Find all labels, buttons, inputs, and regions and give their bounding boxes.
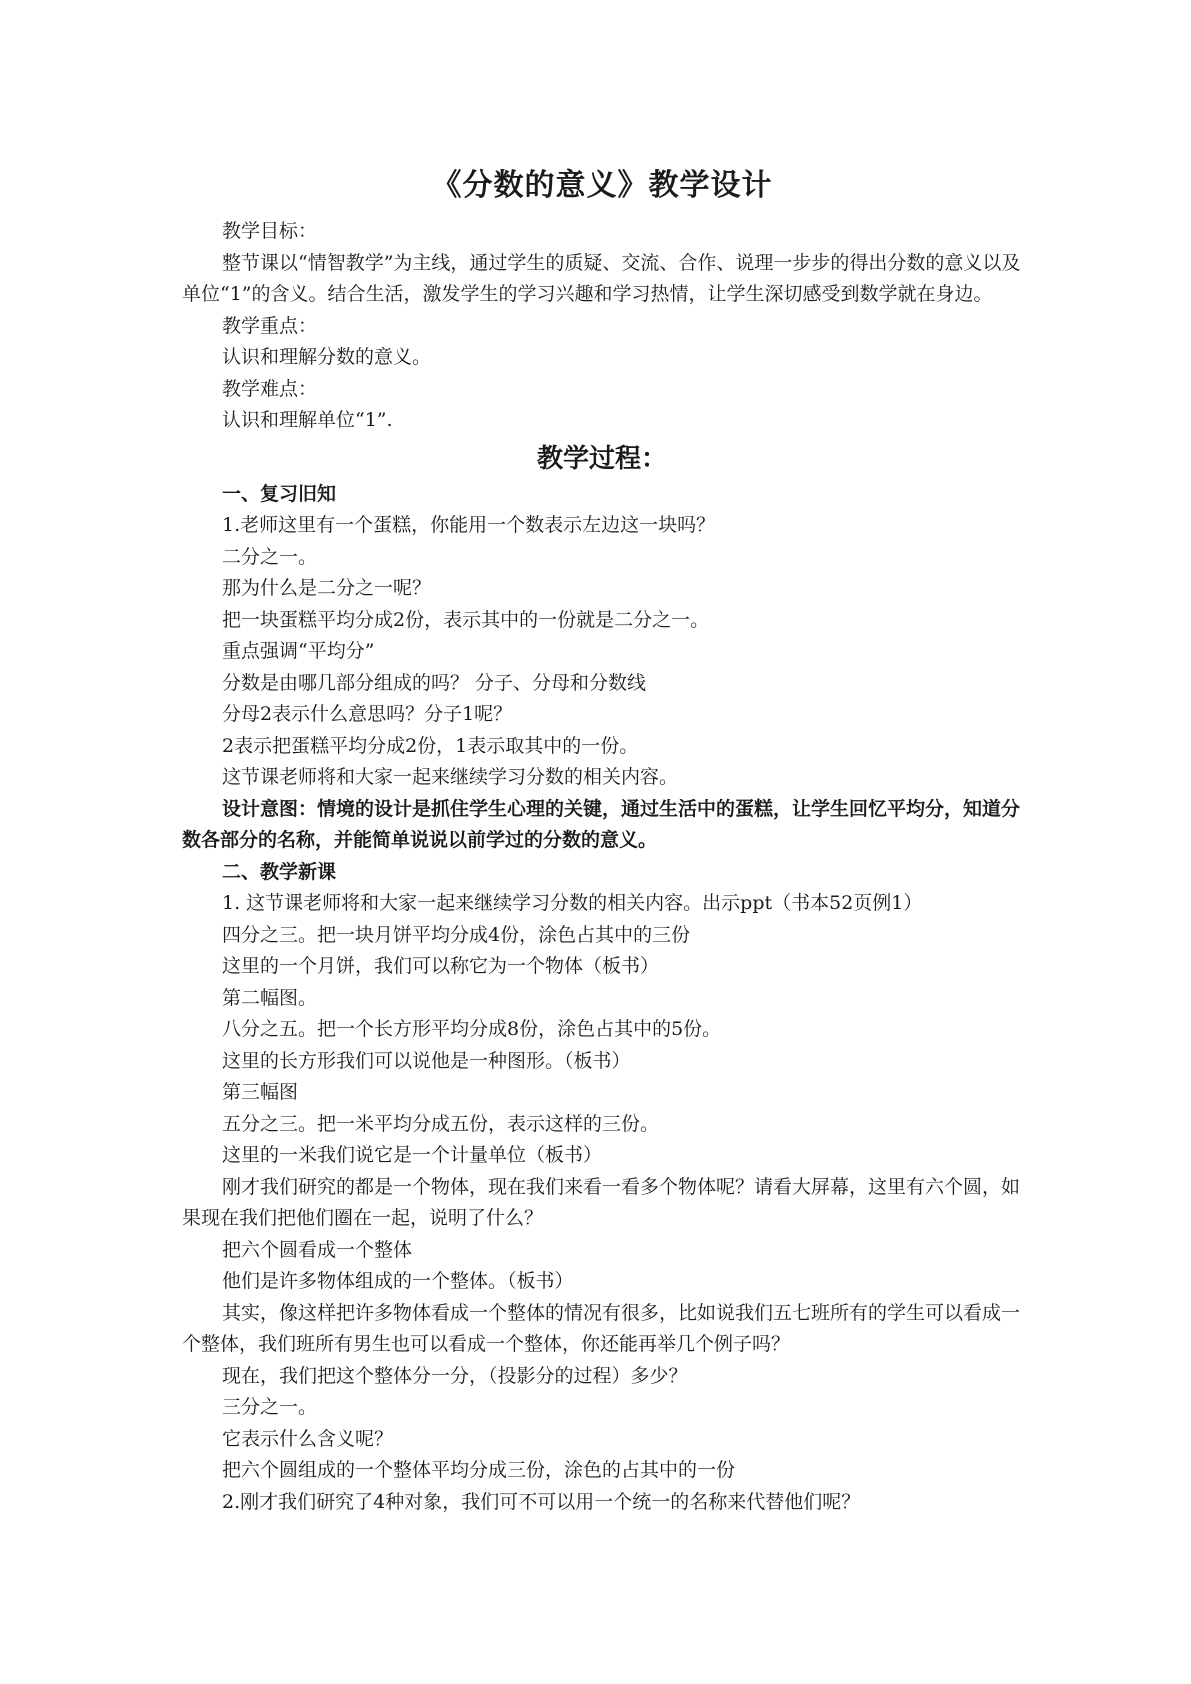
- difficulties-text: 认识和理解单位“1”.: [222, 409, 393, 431]
- paragraph: 2表示把蛋糕平均分成2份，1表示取其中的一份。: [222, 734, 639, 757]
- paragraph: 这里的一个月饼，我们可以称它为一个物体（板书）: [222, 955, 660, 977]
- paragraph: 四分之三。把一块月饼平均分成4份，涂色占其中的三份: [222, 923, 691, 946]
- paragraph: 它表示什么含义呢？: [222, 1427, 394, 1450]
- paragraph: 分母2表示什么意思吗？分子1呢？: [222, 703, 513, 725]
- process-title: 教学过程：: [536, 443, 667, 474]
- paragraph: 八分之五。把一个长方形平均分成8份，涂色占其中的5份。: [222, 1018, 722, 1040]
- paragraph: 这里的一米我们说它是一个计量单位（板书）: [222, 1144, 603, 1166]
- key-points-text: 认识和理解分数的意义。: [222, 346, 432, 368]
- document-page: [182, 164, 1022, 1518]
- objectives-label: 教学目标：: [222, 220, 318, 242]
- paragraph: 2.刚才我们研究了4种对象，我们可不可以用一个统一的名称来代替他们呢？: [222, 1490, 861, 1513]
- section1-heading: 一、复习旧知: [222, 482, 337, 505]
- difficulties-label: 教学难点：: [222, 377, 318, 400]
- paragraph: 其实，像这样把许多物体看成一个整体的情况有很多，比如说我们五七班所有的学生可以看成一个整体，我们班所有男生也可以看成一个整体，你还能再举几个例子吗？: [182, 1301, 1021, 1355]
- paragraph: 把一块蛋糕平均分成2份，表示其中的一份就是二分之一。: [222, 608, 710, 631]
- paragraph: 第三幅图: [222, 1081, 299, 1103]
- paragraph: 三分之一。: [222, 1396, 318, 1418]
- paragraph: 五分之三。把一米平均分成五份，表示这样的三份。: [222, 1112, 660, 1135]
- paragraph: 二分之一。: [222, 545, 318, 568]
- paragraph: 这节课老师将和大家一起来继续学习分数的相关内容。: [222, 766, 679, 788]
- design-intent: 设计意图：情境的设计是抓住学生心理的关键，通过生活中的蛋糕，让学生回忆平均分，知道分数各部分的名称，并能简单说说以前学过的分数的意义。: [182, 797, 1021, 851]
- objectives-text: 整节课以“情智教学”为主线，通过学生的质疑、交流、合作、说理一步步的得出分数的意义以及单位“1”的含义。结合生活，激发学生的学习兴趣和学习热情，让学生深切感受到数学就在身边。: [182, 251, 1021, 305]
- paragraph: 他们是许多物体组成的一个整体。（板书）: [222, 1270, 574, 1292]
- section2-heading: 二、教学新课: [222, 860, 337, 883]
- paragraph: 1.老师这里有一个蛋糕，你能用一个数表示左边这一块吗？: [222, 514, 716, 536]
- paragraph: 现在，我们把这个整体分一分，（投影分的过程）多少？: [222, 1364, 688, 1387]
- paragraph: 把六个圆看成一个整体: [222, 1238, 413, 1261]
- document-title: 《分数的意义》教学设计: [431, 168, 773, 203]
- paragraph: 把六个圆组成的一个整体平均分成三份，涂色的占其中的一份: [222, 1459, 736, 1481]
- key-points-label: 教学重点：: [222, 314, 318, 337]
- paragraph: 这里的长方形我们可以说他是一种图形。（板书）: [222, 1049, 631, 1072]
- paragraph: 刚才我们研究的都是一个物体，现在我们来看一看多个物体呢？请看大屏幕，这里有六个圆，如果现在我们把他们圈在一起，说明了什么？: [182, 1175, 1021, 1229]
- paragraph: 1. 这节课老师将和大家一起来继续学习分数的相关内容。出示ppt（书本52页例1）: [222, 892, 923, 914]
- paragraph: 那为什么是二分之一呢？: [222, 577, 432, 599]
- paragraph: 第二幅图。: [222, 986, 318, 1009]
- paragraph: 分数是由哪几部分组成的吗？ 分子、分母和分数线: [222, 671, 647, 694]
- paragraph: 重点强调“平均分”: [222, 640, 375, 662]
